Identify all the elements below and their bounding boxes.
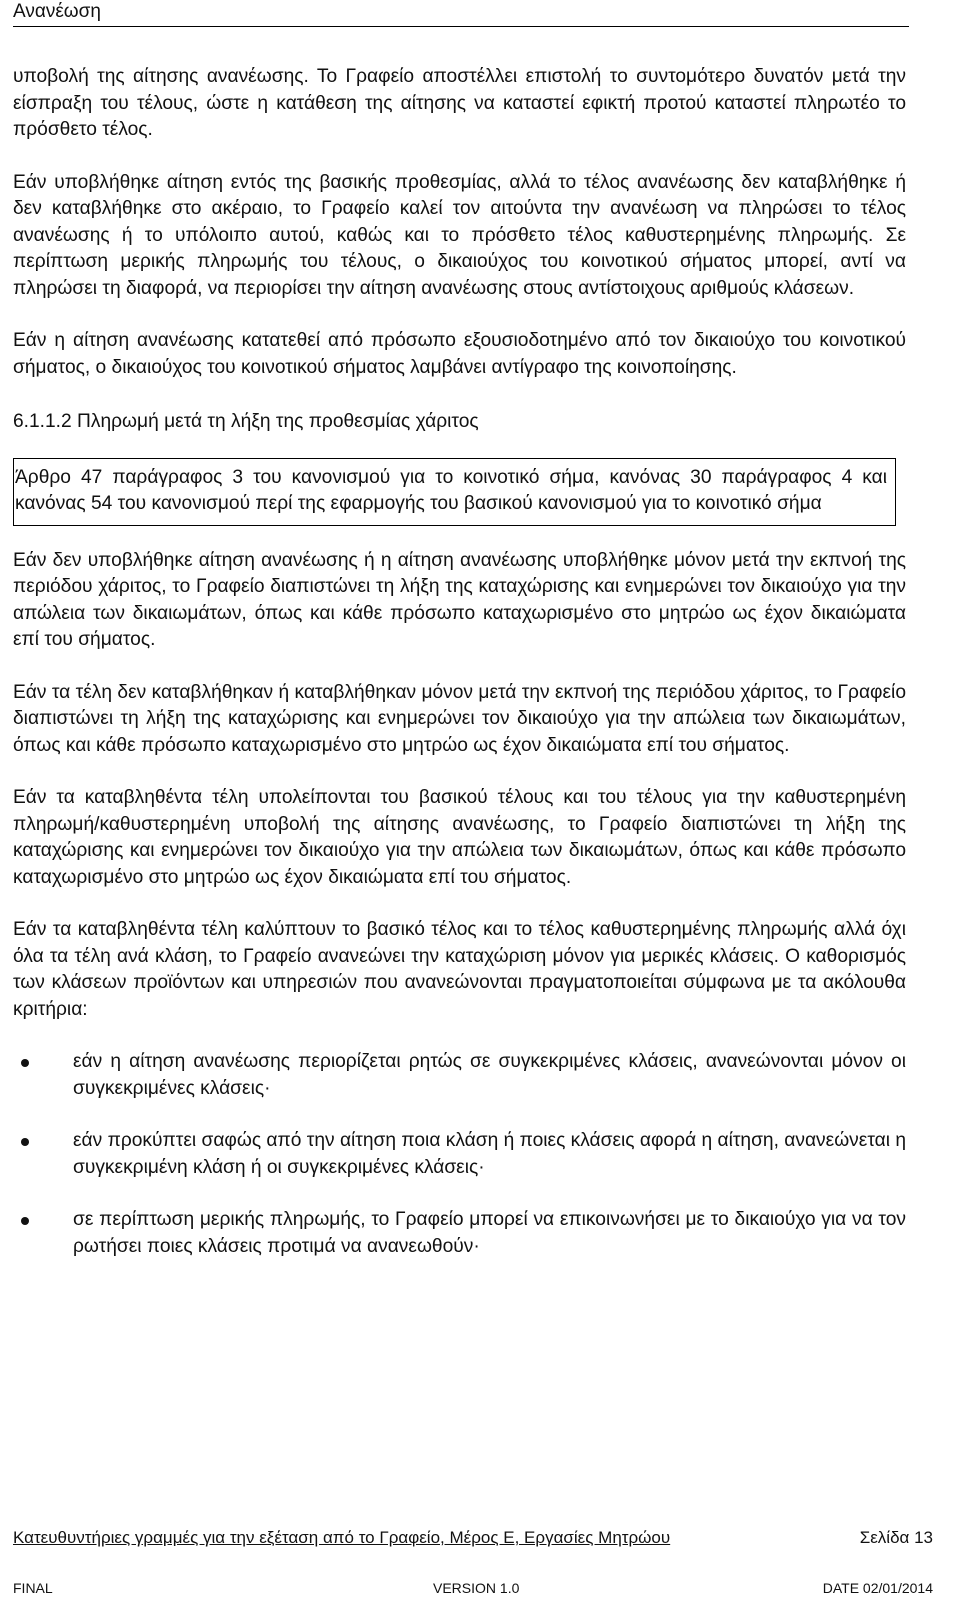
footer-date: DATE 02/01/2014 (822, 1580, 933, 1596)
footer-version: VERSION 1.0 (433, 1580, 520, 1596)
criteria-list (13, 1049, 906, 1260)
header-title: Ανανέωση (13, 1, 101, 22)
bullet-icon (21, 1138, 29, 1146)
paragraph-4: Εάν δεν υποβλήθηκε αίτηση ανανέωσης ή η αίτηση ανανέωσης υποβλήθηκε μόνον μετά την εκπνοή της περιόδου χάριτος, το Γραφείο διαπιστώνει τη λήξη της καταχώρισης και ενημερώνει τον δικαιούχο για την απώλεια των δικαιωμάτων, όπως και κάθε πρόσωπο καταχωρισμένο στο μητρώο ως έχον δικαιώματα επί του σήματος. (13, 549, 906, 650)
list-item-text: εάν προκύπτει σαφώς από την αίτηση ποια κλάση ή ποιες κλάσεις αφορά η αίτηση, ανανεώνεται η συγκεκριμένη κλάση ή οι συγκεκριμένες κλάσεις· (73, 1130, 906, 1178)
paragraph-5: Εάν τα τέλη δεν καταβλήθηκαν ή καταβλήθηκαν μόνον μετά την εκπνοή της περιόδου χάριτος, το Γραφείο διαπιστώνει τη λήξη της καταχώρισης και ενημερώνει τον δικαιούχο για την απώλεια των δικαιωμάτων, όπως και κάθε πρόσωπο καταχωρισμένο στο μητρώο ως έχον δικαιώματα επί του σήματος. (13, 681, 906, 756)
paragraph-7: Εάν τα καταβληθέντα τέλη καλύπτουν το βασικό τέλος και το τέλος καθυστερημένης πληρωμής αλλά όχι όλα τα τέλη ανά κλάση, το Γραφείο ανανεώνει την καταχώριση μόνον για μερικές κλάσεις. Ο καθορισμός των κλάσεων προϊόντων και υπηρεσιών που ανανεώνονται πραγματοποιείται σύμφωνα με τα ακόλουθα κριτήρια: (13, 919, 906, 1020)
footer-status: FINAL (13, 1580, 53, 1596)
list-item (13, 1049, 906, 1102)
paragraph-3: Εάν η αίτηση ανανέωσης κατατεθεί από πρόσωπο εξουσιοδοτημένο από τον δικαιούχο του κοινοτικού σήματος, ο δικαιούχος του κοινοτικού σήματος λαμβάνει αντίγραφο της κοινοποίησης. (13, 330, 906, 378)
legal-reference-text: Άρθρο 47 παράγραφος 3 του κανονισμού για το κοινοτικό σήμα, κανόνας 30 παράγραφος 4 και κανόνας 54 του κανονισμού περί της εφαρμογής του βασικού κανονισμού για το κοινοτικό σήμα (15, 466, 887, 514)
header-rule (13, 26, 909, 27)
document-body (13, 64, 906, 1260)
paragraph-2: Εάν υποβλήθηκε αίτηση εντός της βασικής προθεσμίας, αλλά το τέλος ανανέωσης δεν καταβλήθηκε ή δεν καταβλήθηκε στο ακέραιο, το Γραφείο καλεί τον αιτούντα την ανανέωση να πληρώσει το τέλος ανανέωσης ή το υπόλοιπο αυτού, καθώς και το πρόσθετο τέλος καθυστερημένης πληρωμής. Σε περίπτωση μερικής πληρωμής του τέλους, ο δικαιούχος του κοινοτικού σήματος μπορεί, αντί να πληρώσει τη διαφορά, να περιορίσει την αίτηση ανανέωσης στους αντίστοιχους αριθμούς κλάσεων. (13, 171, 906, 299)
list-item-text: εάν η αίτηση ανανέωσης περιορίζεται ρητώς σε συγκεκριμένες κλάσεις, ανανεώνονται μόνον οι συγκεκριμένες κλάσεις· (73, 1051, 906, 1099)
section-heading: 6.1.1.2 Πληρωμή μετά τη λήξη της προθεσμίας χάριτος (13, 411, 479, 432)
footer-guidelines-text: Κατευθυντήριες γραμμές για την εξέταση από το Γραφείο, Μέρος Ε, Εργασίες Μητρώου (13, 1528, 671, 1547)
legal-reference-box (13, 458, 896, 526)
paragraph-6: Εάν τα καταβληθέντα τέλη υπολείπονται του βασικού τέλους και του τέλους για την καθυστερημένη πληρωμή/καθυστερημένη υποβολή της αίτησης ανανέωσης, το Γραφείο διαπιστώνει τη λήξη της καταχώρισης και ενημερώνει τον δικαιούχο για την απώλεια των δικαιωμάτων, όπως και κάθε πρόσωπο καταχωρισμένο στο μητρώο ως έχον δικαιώματα επί του σήματος. (13, 787, 906, 888)
list-item-text: σε περίπτωση μερικής πληρωμής, το Γραφείο μπορεί να επικοινωνήσει με το δικαιούχο για να τον ρωτήσει ποιες κλάσεις προτιμά να ανανεωθούν· (73, 1209, 906, 1257)
list-item (13, 1128, 906, 1181)
paragraph-1: υποβολή της αίτησης ανανέωσης. Το Γραφείο αποστέλλει επιστολή το συντομότερο δυνατόν μετά την είσπραξη του τέλους, ώστε η κατάθεση της αίτησης να καταστεί εφικτή προτού καταστεί πληρωτέο το πρόσθετο τέλος. (13, 66, 906, 140)
page-number: Σελίδα 13 (859, 1528, 933, 1547)
list-item (13, 1207, 906, 1260)
bullet-icon (21, 1217, 29, 1225)
bullet-icon (21, 1059, 29, 1067)
footer-guidelines (13, 1527, 933, 1549)
